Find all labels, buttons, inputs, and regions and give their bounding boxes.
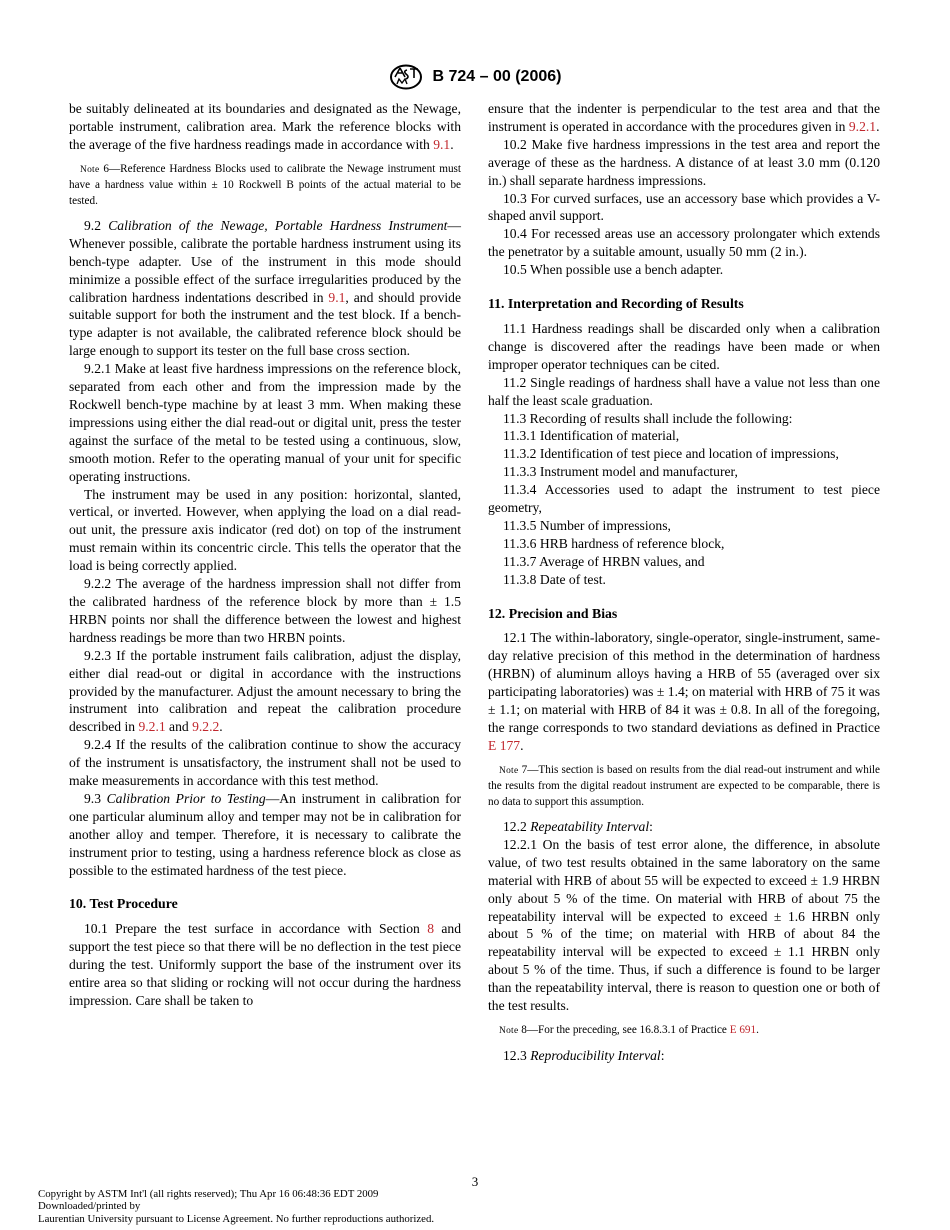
section-heading-10: 10. Test Procedure: [69, 896, 178, 912]
section-12-2: 12.2 Repeatability Interval:: [503, 819, 653, 835]
list-item: 11.3.1 Identification of material,: [503, 428, 680, 444]
section-12-2-1: 12.2.1 On the basis of test error alone, the difference, in absolute value, of two test results obtained in the same laboratory on the same material with HRB of about 55 will be expected to exceed ± 1.9 HRBN only about 5 % of the time. On material with HRB of about 75 the repeatability interval will be expected to exceed ± 1.6 HRBN only about 5 % of the time; on material with HRB of about 84 the repeatability interval will be expected to exceed ± 1.1 HRBN only about 5 % of the time. Thus, if such a difference is found to be larger than the repeatability interval, there is reason to question one or both of the test results.: [488, 836, 880, 1014]
section-9-2: 9.2 Calibration of the Newage, Portable Hardness Instrument—Whenever possible, calibrate the portable hardness instrument using its bench-type adapter. Use of the instrument in this mode should minimize a possible effect of the surface irregularities produced by the calibration hardness indentations described in 9.1, and should provide suitable support for both the instrument and the test block. If a bench-type adapter is not available, the calibrated reference block should be large enough to support its tester on the full base cross section.: [69, 217, 462, 359]
cross-reference-link[interactable]: E 177: [488, 737, 521, 753]
list-item: 11.3.4 Accessories used to adapt the instrument to test piece geometry,: [488, 482, 880, 516]
section-11-1: 11.1 Hardness readings shall be discarded only when a calibration change is discovered after the readings have been made or when improper operator techniques can be cited.: [488, 320, 880, 372]
note-7: Note 7—This section is based on results from the dial read-out instrument and while the results from the digital readout instrument are expected to be comparable, there is no data to support this assumption.: [488, 763, 880, 808]
section-9-2-1: 9.2.1 Make at least five hardness impressions on the reference block, separated from each other and from the impression made by the Rockwell bench-type machine by at least 3 mm. When making these impressions using either the dial read-out or digital unit, press the tester against the surface of the metal to be tested using a continuous, slow, smooth motion. Refer to the operating manual of your unit for specific operating instructions.: [69, 361, 461, 484]
page-header: [0, 64, 950, 90]
cross-reference-link[interactable]: 9.1: [328, 289, 346, 305]
section-9-2-2: 9.2.2 The average of the hardness impression shall not differ from the calibrated hardness of the reference block by more than ± 1.5 HRBN points nor shall the difference between the lowest and highest hardness readings be more than two HRBN points.: [69, 576, 461, 645]
list-item: 11.3.6 HRB hardness of reference block,: [503, 535, 725, 551]
section-12-3: 12.3 Reproducibility Interval:: [503, 1048, 665, 1064]
footer-line: Laurentian University pursuant to License Agreement. No further reproductions authorized.: [38, 1212, 435, 1225]
left-column: [69, 100, 461, 1010]
paragraph: ensure that the indenter is perpendicular to the test area and that the instrument is operated in accordance with the procedures given in 9.2.1.: [488, 101, 880, 134]
footer-line: Downloaded/printed by: [38, 1200, 141, 1213]
section-10-4: 10.4 For recessed areas use an accessory prolongater which extends the penetrator by a suitable amount, usually 50 mm (2 in.).: [488, 226, 880, 260]
list-item: 11.3.7 Average of HRBN values, and: [503, 553, 705, 569]
section-11-2: 11.2 Single readings of hardness shall have a value not less than one half the least scale graduation.: [488, 374, 880, 408]
document-title: B 724 – 00 (2006): [432, 68, 562, 85]
cross-reference-link[interactable]: 9.2.2: [192, 719, 220, 735]
paragraph: be suitably delineated at its boundaries and designated as the Newage, portable instrument, calibration area. Mark the reference blocks with the average of the five hardness readings made in accordance with 9.1.: [69, 101, 461, 152]
page-number: 3: [471, 1174, 479, 1189]
list-item: 11.3.2 Identification of test piece and location of impressions,: [503, 446, 839, 462]
section-10-1: 10.1 Prepare the test surface in accordance with Section 8 and support the test piece so that there will be no deflection in the test piece during the test. Uniformly support the base of the instrument over its entire area so that sliding or rocking will not occur during the hardness impression. Care shall be taken to: [69, 921, 462, 1008]
section-12-1: 12.1 The within-laboratory, single-operator, single-instrument, same-day relative precision of this method in the determination of hardness (HRBN) of aluminum alloys having a HRB of 55 (averaged over six participating laboratories) was ± 1.4; on material with HRB of 75 it was ± 1.1; on material with HRB of 84 it was ± 0.8. In all of the foregoing, the range corresponds to two standard deviations as defined in Practice E 177.: [488, 630, 880, 753]
copyright-footer: [38, 1188, 434, 1225]
section-9-2-4: 9.2.4 If the results of the calibration continue to show the accuracy of the instrument is unsatisfactory, the instrument shall not be used to make measurements in accordance with this test method.: [69, 737, 461, 789]
section-9-2-3: 9.2.3 If the portable instrument fails calibration, adjust the display, either dial read-out or digital in accordance with the instructions provided by the manufacturer. Adjust the amount necessary to bring the instrument into calibration and repeat the calibration procedure described in 9.2.1 and 9.2.2.: [69, 647, 461, 735]
section-heading-12: 12. Precision and Bias: [488, 605, 618, 621]
section-10-2: 10.2 Make five hardness impressions in the test area and report the average of these as the hardness. A distance of at least 3.0 mm (0.120 in.) shall separate hardness impressions.: [488, 136, 880, 188]
list-item: 11.3.8 Date of test.: [503, 571, 606, 587]
paragraph: The instrument may be used in any position: horizontal, slanted, vertical, or inverted. However, when applying the load on a dial read-out unit, the pressure axis indicator (red dot) on top of the instrument must remain within its concentric circle. This tells the operator that the load is being correctly applied.: [69, 486, 461, 574]
footer-line: Copyright by ASTM Int'l (all rights reserved); Thu Apr 16 06:48:36 EDT 2009: [38, 1188, 379, 1200]
cross-reference-link[interactable]: E 691: [729, 1024, 757, 1036]
section-10-5: 10.5 When possible use a bench adapter.: [503, 262, 724, 278]
section-heading-11: 11. Interpretation and Recording of Results: [488, 296, 744, 312]
list-item: 11.3.3 Instrument model and manufacturer,: [503, 464, 738, 480]
cross-reference-link[interactable]: 9.2.1: [848, 118, 877, 134]
note-6: Note 6—Reference Hardness Blocks used to calibrate the Newage instrument must have a hardness value within ± 10 Rockwell B points of the actual material to be tested.: [69, 162, 461, 207]
section-11-3: 11.3 Recording of results shall include the following:: [503, 410, 793, 426]
section-9-3: 9.3 Calibration Prior to Testing—An instrument in calibration for one particular aluminum alloy and temper may not be in calibration for another alloy and temper. Therefore, it is necessary to calibrate the instrument prior to testing, using a hardness reference block as close as possible to the estimated hardness of the test piece.: [69, 790, 462, 878]
cross-reference-link[interactable]: 9.1: [433, 136, 451, 152]
astm-logo-icon: [389, 64, 423, 90]
section-10-3: 10.3 For curved surfaces, use an accessory base which provides a V-shaped anvil support.: [488, 190, 880, 224]
list-item: 11.3.5 Number of impressions,: [503, 517, 671, 533]
right-column: [488, 100, 880, 1065]
cross-reference-link[interactable]: 9.2.1: [138, 719, 166, 735]
note-8: Note 8—For the preceding, see 16.8.3.1 of Practice E 691.: [499, 1024, 759, 1036]
cross-reference-link[interactable]: 8: [427, 921, 434, 937]
